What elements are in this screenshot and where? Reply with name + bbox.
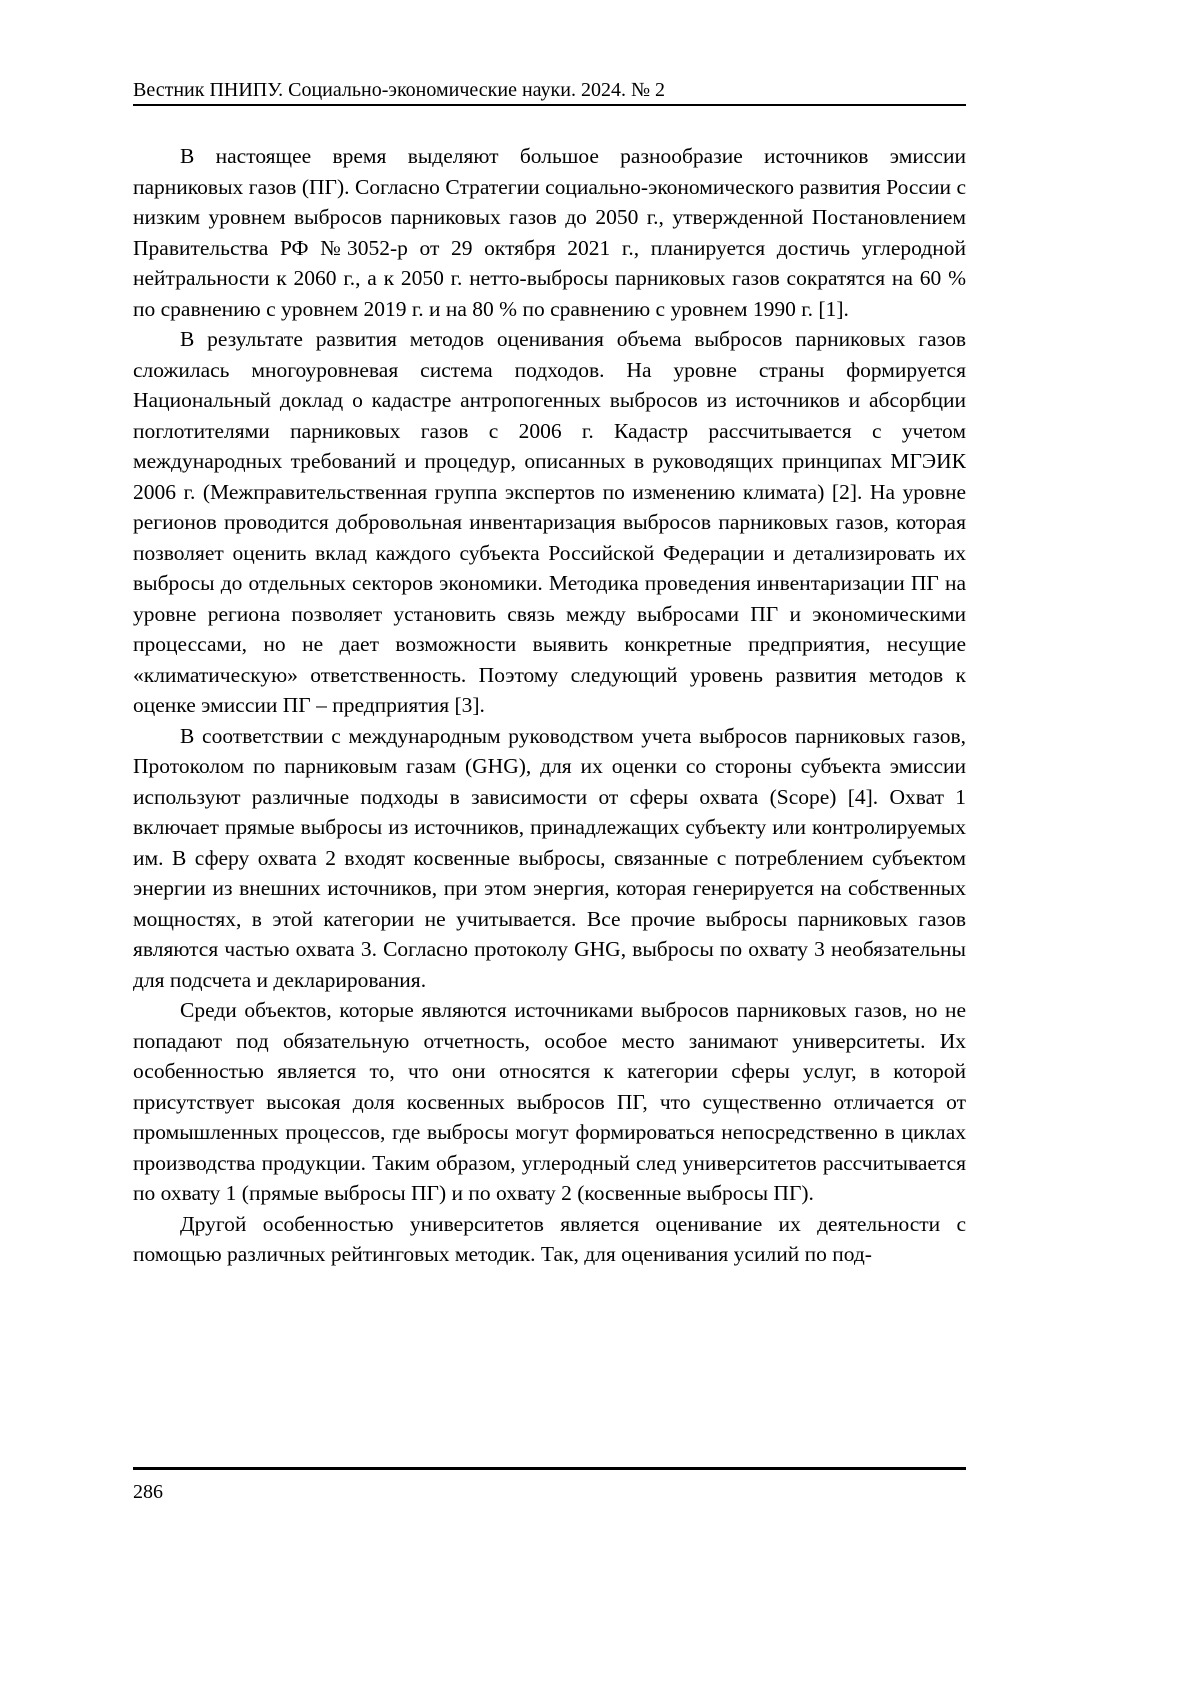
header-rule [133, 104, 966, 106]
page-number: 286 [133, 1481, 163, 1503]
article-body [133, 141, 966, 1270]
paragraph-5: Другой особенностью университетов является оценивание их деятельности с помощью различных рейтинговых методик. Так, для оценивания усилий по под- [133, 1211, 966, 1266]
paragraph-1: В настоящее время выделяют большое разнообразие источников эмиссии парниковых газов (ПГ). Согласно Стратегии социально-экономического развития России с низким уровнем выбросов парниковых газов до 2050 г., утвержденной Постановлением Правительства РФ №3052-р от 29 октября 2021 г., планируется достичь углеродной нейтральности к 2060 г., а к 2050 г. нетто-выбросы парниковых газов сократятся на 60 % по сравнению с уровнем 2019 г. и на 80 % по сравнению с уровнем 1990 г. [1]. [133, 144, 966, 321]
paragraph-3: В соответствии с международным руководством учета выбросов парниковых газов, Протоколом по парниковым газам (GHG), для их оценки со стороны субъекта эмиссии используют различные подходы в зависимости от сферы охвата (Scope) [4]. Охват 1 включает прямые выбросы из источников, принадлежащих субъекту или контролируемых им. В сферу охвата 2 входят косвенные выбросы, связанные с потреблением субъектом энергии из внешних источников, при этом энергия, которая генерируется на собственных мощностях, в этой категории не учитывается. Все прочие выбросы парниковых газов являются частью охвата 3. Согласно протоколу GHG, выбросы по охвату 3 необязательны для подсчета и декларирования. [133, 723, 966, 992]
paragraph-2: В результате развития методов оценивания объема выбросов парниковых газов сложилась многоуровневая система подходов. На уровне страны формируется Национальный доклад о кадастре антропогенных выбросов из источников и абсорбции поглотителями парниковых газов с 2006 г. Кадастр рассчитывается с учетом международных требований и процедур, описанных в руководящих принципах МГЭИК 2006 г. (Межправительственная группа экспертов по изменению климата) [2]. На уровне регионов проводится добровольная инвентаризация выбросов парниковых газов, которая позволяет оценить вклад каждого субъекта Российской Федерации и детализировать их выбросы до отдельных секторов экономики. Методика проведения инвентаризации ПГ на уровне региона позволяет установить связь между выбросами ПГ и экономическими процессами, но не дает возможности выявить конкретные предприятия, несущие «климатическую» ответственность. Поэтому следующий уровень развития методов к оценке эмиссии ПГ – предприятия [3]. [133, 327, 966, 717]
running-head: Вестник ПНИПУ. Социально-экономические науки. 2024. № 2 [133, 79, 666, 101]
footer-rule [133, 1467, 966, 1470]
paragraph-4: Среди объектов, которые являются источниками выбросов парниковых газов, но не попадают под обязательную отчетность, особое место занимают университеты. Их особенностью является то, что они относятся к категории сферы услуг, в которой присутствует высокая доля косвенных выбросов ПГ, что существенно отличается от промышленных процессов, где выбросы могут формироваться непосредственно в циклах производства продукции. Таким образом, углеродный след университетов рассчитывается по охвату 1 (прямые выбросы ПГ) и по охвату 2 (косвенные выбросы ПГ). [133, 998, 966, 1205]
